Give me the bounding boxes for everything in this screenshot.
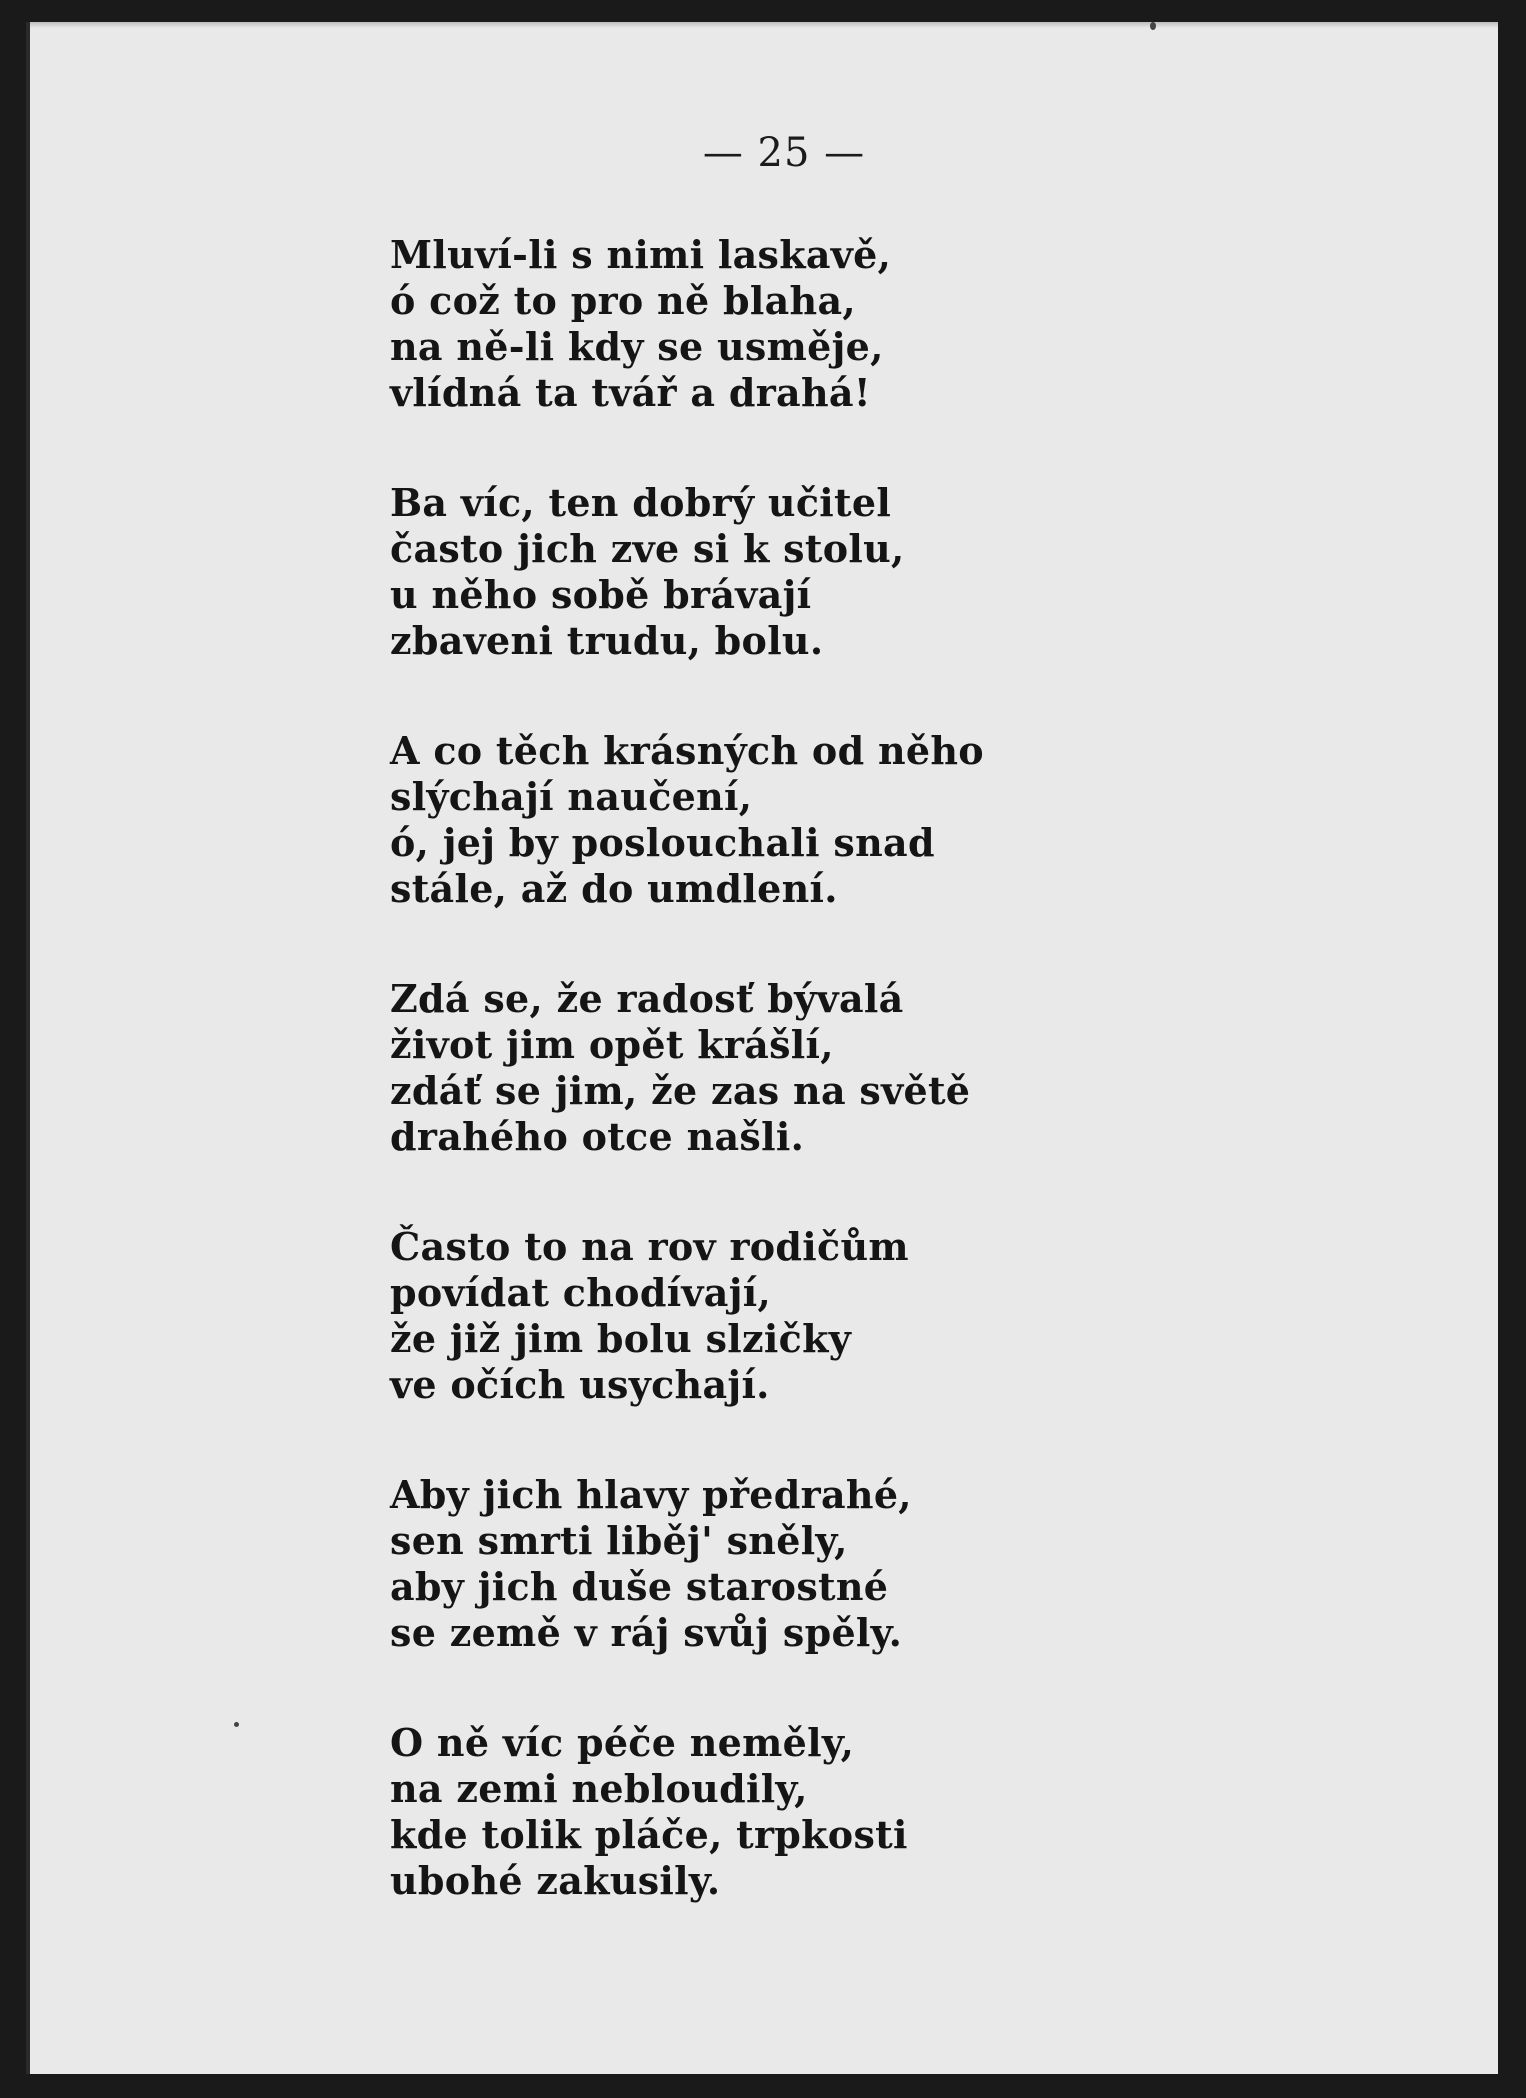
poem-line: slýchají naučení, [390, 774, 753, 819]
poem-line: život jim opět krášlí, [390, 1022, 834, 1067]
poem-line: často jich zve si k stolu, [390, 526, 905, 571]
poem-line: sen smrti liběj' sněly, [390, 1518, 848, 1563]
book-page [26, 22, 1498, 2074]
stanza [390, 1472, 1390, 1656]
poem-line: povídat chodívají, [390, 1270, 772, 1315]
stanza [390, 976, 1390, 1160]
poem-line: zbaveni trudu, bolu. [390, 618, 824, 663]
poem-line: na ně-li kdy se usměje, [390, 324, 884, 369]
page-number: — 25 — [702, 130, 866, 176]
poem-line: na zemi nebloudily, [390, 1766, 808, 1811]
poem [390, 232, 1390, 1968]
poem-line: ubohé zakusily. [390, 1858, 721, 1903]
poem-line: ve očích usychají. [390, 1362, 770, 1407]
poem-line: se země v ráj svůj spěly. [390, 1610, 903, 1655]
stanza [390, 1224, 1390, 1408]
poem-line: Zdá se, že radosť bývalá [390, 976, 904, 1021]
poem-line: aby jich duše starostné [390, 1564, 889, 1609]
poem-line: zdáť se jim, že zas na světě [390, 1068, 971, 1113]
poem-line: O ně víc péče neměly, [390, 1720, 855, 1765]
poem-line: stále, až do umdlení. [390, 866, 838, 911]
poem-line: u něho sobě brávají [390, 572, 812, 617]
stanza [390, 1720, 1390, 1904]
stanza [390, 480, 1390, 664]
poem-line: Mluví-li s nimi laskavě, [390, 232, 892, 277]
ink-speck [234, 1722, 239, 1727]
poem-line: A co těch krásných od něho [390, 728, 984, 773]
page-top-edge [30, 22, 1498, 28]
stanza [390, 232, 1390, 416]
stanza [390, 728, 1390, 912]
poem-line: Ba víc, ten dobrý učitel [390, 480, 892, 525]
poem-line: vlídná ta tvář a drahá! [390, 370, 871, 415]
poem-line: ó což to pro ně blaha, [390, 278, 856, 323]
poem-line: že již jim bolu slzičky [390, 1316, 852, 1361]
ink-speck [1150, 22, 1156, 30]
poem-line: kde tolik pláče, trpkosti [390, 1812, 908, 1857]
poem-line: ó, jej by poslouchali snad [390, 820, 935, 865]
poem-line: Často to na rov rodičům [390, 1224, 909, 1269]
poem-line: drahého otce našli. [390, 1114, 805, 1159]
poem-line: Aby jich hlavy předrahé, [390, 1472, 912, 1517]
